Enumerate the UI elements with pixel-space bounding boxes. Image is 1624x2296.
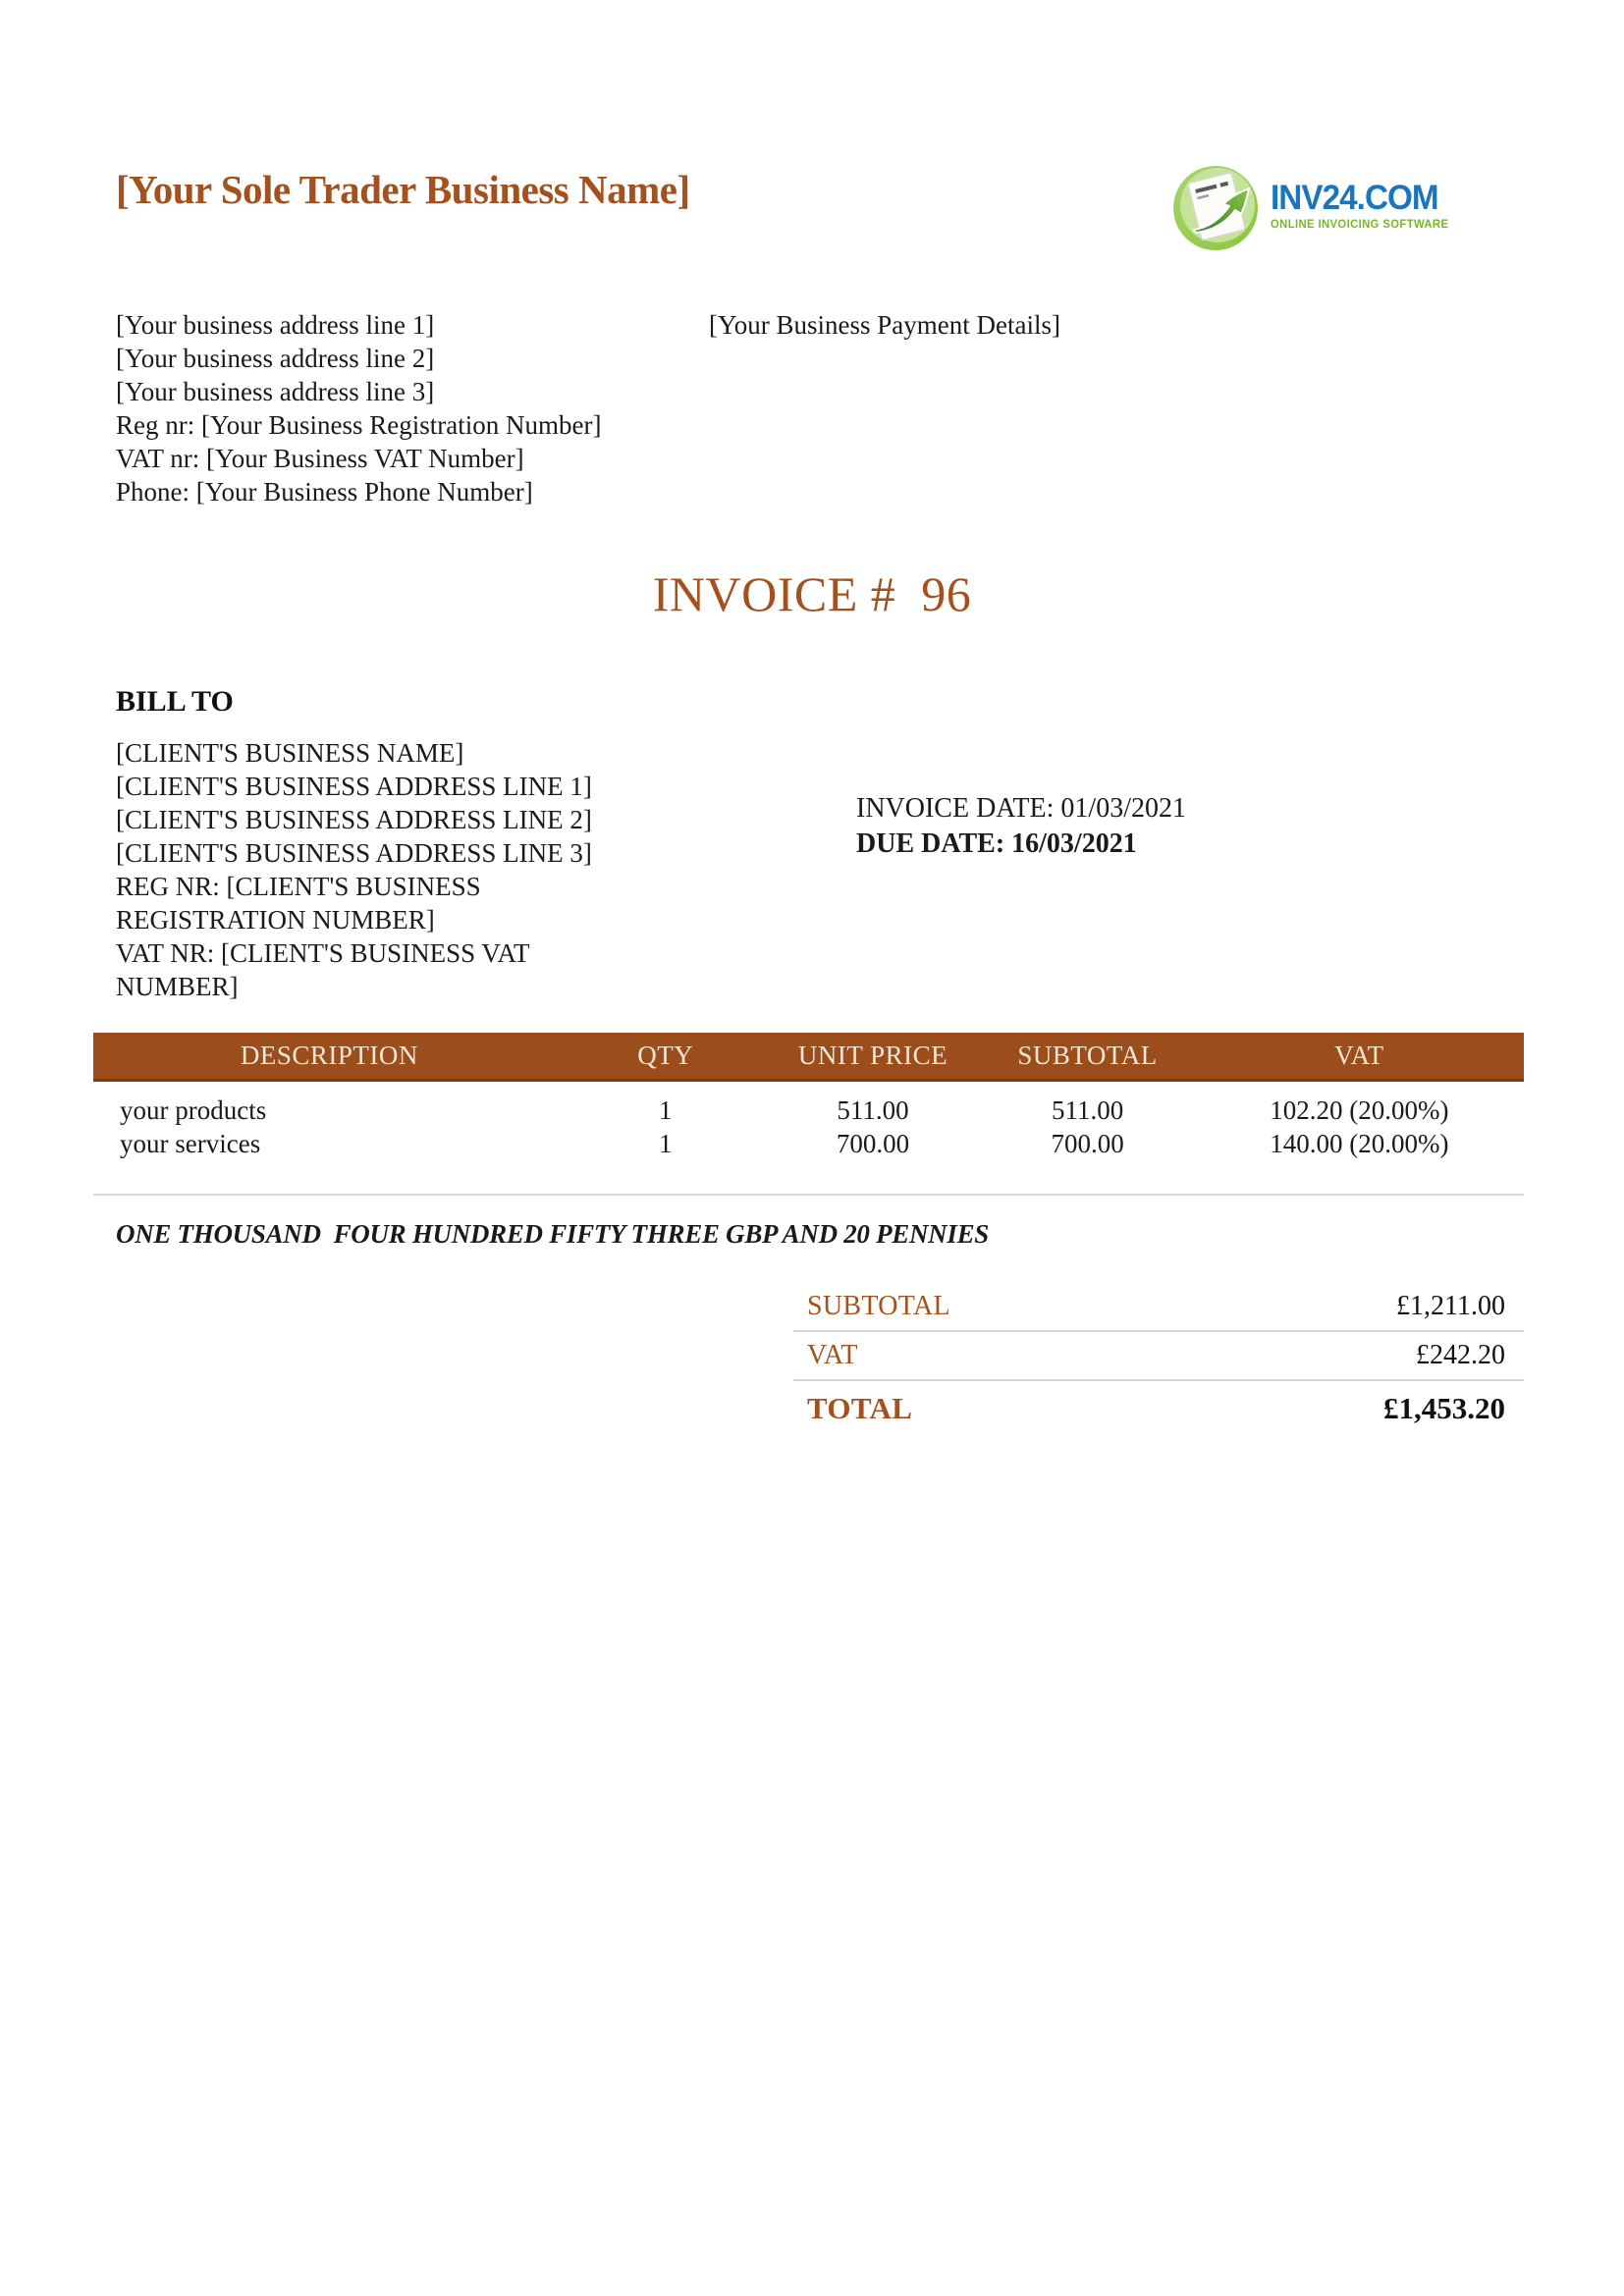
subtotal-label: SUBTOTAL [807,1291,950,1321]
client-address-line: [CLIENT'S BUSINESS ADDRESS LINE 1] [116,772,592,801]
invoice-date: INVOICE DATE: 01/03/2021 [856,793,1186,824]
client-reg-line: REG NR: [CLIENT'S BUSINESS REGISTRATION NUMBER] [116,872,481,934]
line-items-body [93,1082,1524,1196]
logo-brand-text: INV24.COM [1270,179,1438,218]
inv24-logo [1170,159,1452,253]
total-row [793,1381,1524,1436]
bill-to-heading: BILL TO [116,685,234,718]
business-reg-line: Reg nr: [Your Business Registration Number] [116,410,602,440]
column-header-description: DESCRIPTION [240,1041,418,1070]
column-header-subtotal: SUBTOTAL [1017,1041,1158,1070]
item-vat: 140.00 (20.00%) [1270,1129,1449,1158]
item-description: your services [120,1129,261,1158]
bill-to-section [0,622,1624,1003]
item-description: your products [120,1095,267,1125]
total-value: £1,453.20 [1383,1391,1505,1425]
column-header-vat: VAT [1334,1041,1384,1070]
client-address-line: [CLIENT'S BUSINESS ADDRESS LINE 3] [116,838,592,868]
item-qty: 1 [659,1129,673,1158]
table-row [93,1094,1524,1127]
business-name: [Your Sole Trader Business Name] [116,167,690,212]
due-date: DUE DATE: 16/03/2021 [856,828,1137,859]
vat-row [793,1332,1524,1381]
payment-details: [Your Business Payment Details] [709,310,1061,340]
business-address-line: [Your business address line 1] [116,310,435,340]
business-address-line: [Your business address line 3] [116,377,435,406]
column-header-qty: QTY [637,1041,694,1070]
invoice-number-heading: INVOICE # 96 [652,566,972,621]
invoice-dates-block [856,791,1186,862]
business-address-block [116,308,709,508]
invoice-paper-growth-arrow-icon [1170,159,1265,253]
table-row [93,1127,1524,1160]
business-vat-line: VAT nr: [Your Business VAT Number] [116,444,524,473]
item-subtotal: 511.00 [1051,1095,1124,1125]
item-vat: 102.20 (20.00%) [1270,1095,1449,1125]
business-address-line: [Your business address line 2] [116,344,435,373]
amount-in-words: ONE THOUSAND FOUR HUNDRED FIFTY THREE GBP AND 20 PENNIES [116,1219,990,1249]
page-header [0,0,1624,253]
line-items-table [93,1033,1524,1196]
column-header-unit-price: UNIT PRICE [797,1041,948,1070]
client-vat-line: VAT NR: [CLIENT'S BUSINESS VAT NUMBER] [116,938,529,1001]
client-name: [CLIENT'S BUSINESS NAME] [116,738,464,768]
item-qty: 1 [659,1095,673,1125]
totals-block [793,1283,1524,1436]
business-info-section [0,253,1624,508]
vat-label: VAT [807,1340,858,1370]
item-unit-price: 700.00 [836,1129,910,1158]
logo-text [1271,181,1452,232]
item-unit-price: 511.00 [837,1095,909,1125]
subtotal-row [793,1283,1524,1332]
logo-tagline-text: ONLINE INVOICING SOFTWARE [1270,219,1449,232]
client-details-block [116,736,626,1003]
client-address-line: [CLIENT'S BUSINESS ADDRESS LINE 2] [116,805,592,834]
line-items-header-row [93,1033,1524,1082]
item-subtotal: 700.00 [1051,1129,1124,1158]
business-phone-line: Phone: [Your Business Phone Number] [116,477,533,507]
total-label: TOTAL [807,1391,913,1425]
vat-value: £242.20 [1416,1340,1505,1370]
subtotal-value: £1,211.00 [1396,1291,1505,1321]
